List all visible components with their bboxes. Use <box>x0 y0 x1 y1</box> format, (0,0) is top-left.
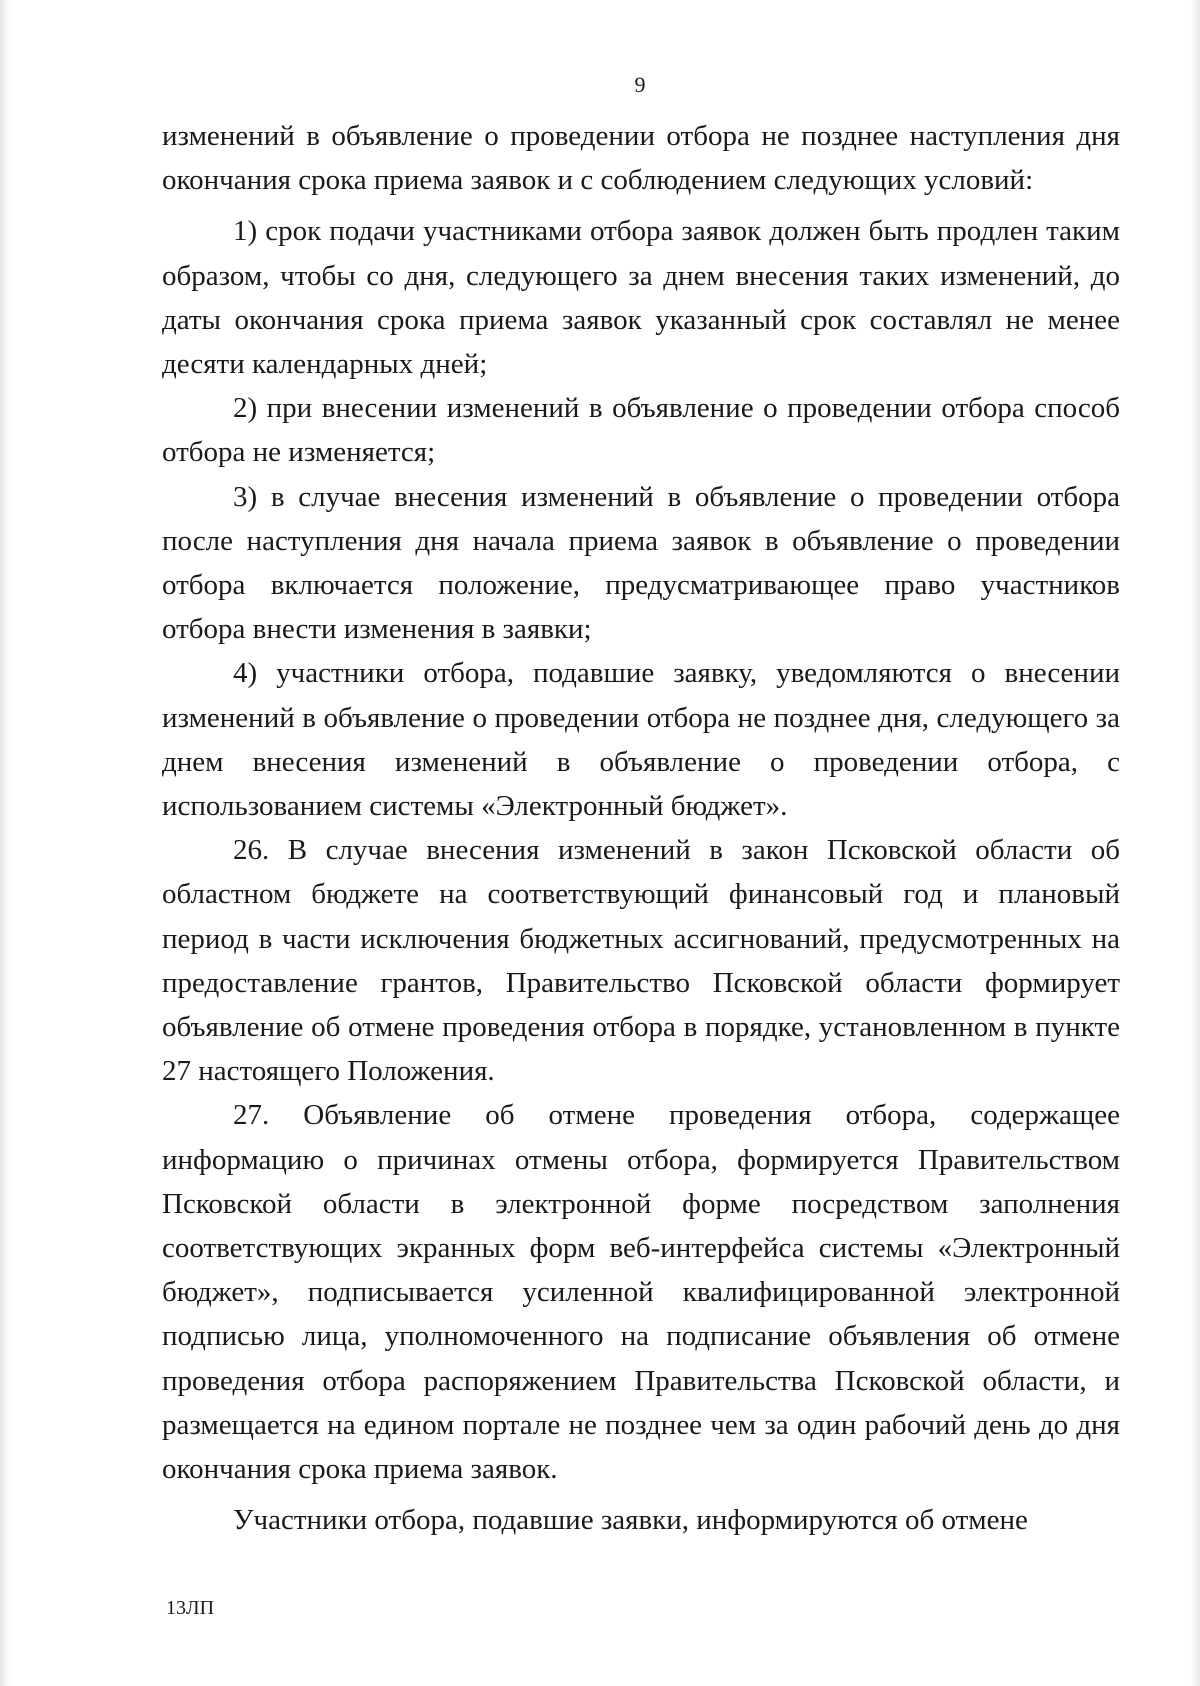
paragraph-clause-27: 27. Объявление об отмене проведения отбора, содержащее информацию о причинах отмены отбора, формируется Правительством Псковской области в электронной форме посредством заполнения соответствующих экранных форм веб-интерфейса системы «Электронный бюджет», подписывается усиленной квалифицированной электронной подписью лица, уполномоченного на подписание объявления об отмене проведения отбора распоряжением Правительства Псковской области, и размещается на едином портале не позднее чем за один рабочий день до дня окончания срока приема заявок. <box>162 1099 1120 1486</box>
paragraph-condition-2: 2) при внесении изменений в объявление о проведении отбора способ отбора не изменяется; <box>162 392 1120 469</box>
scan-edge-right <box>1190 0 1200 1686</box>
paragraph-condition-3: 3) в случае внесения изменений в объявление о проведении отбора после наступления дня начала приема заявок в объявление о проведении отбора включается положение, предусматривающее право участников отбора внести изменения в заявки; <box>162 480 1120 646</box>
paragraph-continuation: изменений в объявление о проведении отбора не позднее наступления дня окончания срока приема заявок и с соблюдением следующих условий: <box>162 120 1120 197</box>
footer-document-code: 13ЛП <box>166 1597 215 1619</box>
paragraph-condition-1: 1) срок подачи участниками отбора заявок должен быть продлен таким образом, чтобы со дня, следующего за днем внесения таких изменений, до даты окончания срока приема заявок указанный срок составлял не менее десяти календарных дней; <box>162 215 1120 381</box>
page-number: 9 <box>634 72 646 97</box>
paragraph-condition-4: 4) участники отбора, подавшие заявку, уведомляются о внесении изменений в объявление о проведении отбора не позднее дня, следующего за днем внесения изменений в объявление о проведении отбора, с использованием системы «Электронный бюджет». <box>162 657 1120 823</box>
scan-edge-left <box>0 0 10 1686</box>
paragraph-clause-26: 26. В случае внесения изменений в закон Псковской области об областном бюджете на соответствующий финансовый год и плановый период в части исключения бюджетных ассигнований, предусмотренных на предоставление грантов, Правительство Псковской области формирует объявление об отмене проведения отбора в порядке, установленном в пункте 27 настоящего Положения. <box>162 834 1120 1088</box>
paragraph-participants: Участники отбора, подавшие заявки, информируются об отмене <box>233 1504 1028 1537</box>
document-body <box>162 114 1120 1543</box>
